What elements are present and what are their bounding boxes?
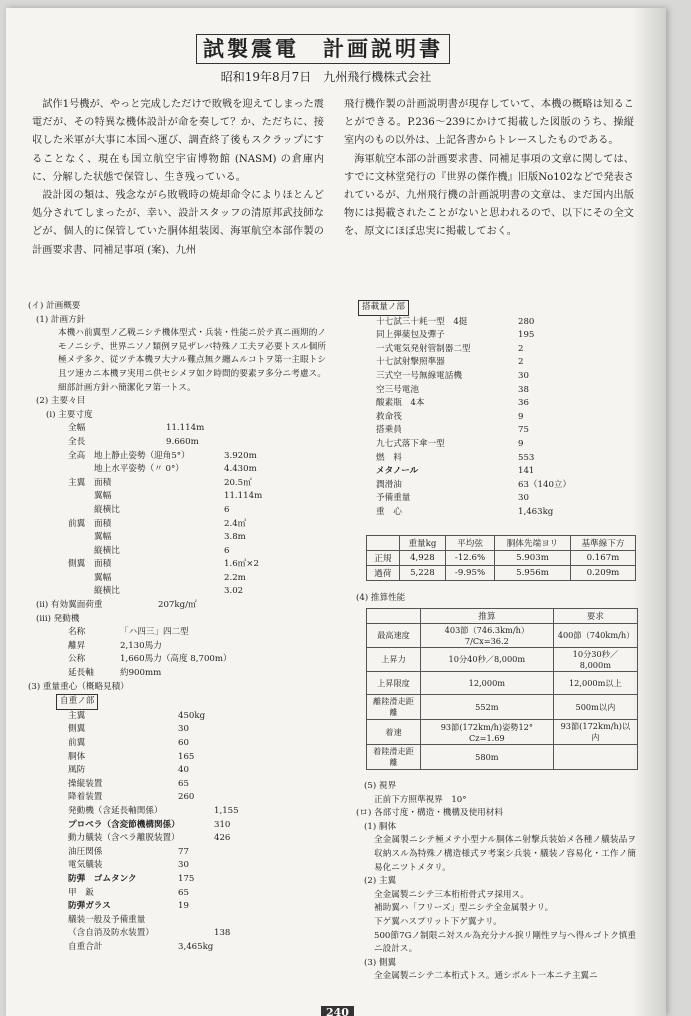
engine-value: 2,130馬力 [120, 640, 162, 651]
dimension-sub: 面積 [94, 518, 112, 529]
engine-row [28, 667, 326, 681]
weight-table-cell: 4,928 [399, 551, 445, 566]
perf-table-cell: 400節（740km/h） [553, 624, 637, 648]
section-heading: (イ) 計画概要 [28, 301, 81, 311]
load-value: 2 [518, 343, 524, 354]
dimension-row [28, 545, 326, 559]
perf-table-cell: 上昇力 [367, 648, 421, 672]
perf-table-row [367, 720, 638, 745]
body-text: 下ゲ翼ハスプリット下ゲ翼ナリ。 [374, 916, 502, 927]
load-item: 三式空一号無線電話機 [376, 370, 462, 381]
perf-table-cell: 離陸滑走距離 [367, 695, 421, 720]
weight-table-cell: -9.95% [445, 566, 494, 581]
dimension-item: 全幅 [68, 423, 86, 434]
engine-item: 公称 [68, 654, 86, 665]
self-weight-list [28, 710, 326, 955]
dimension-list [28, 422, 326, 599]
engine-value: 「ハ四三」四二型 [120, 627, 189, 638]
dimension-row [28, 531, 326, 545]
engine-item: 名称 [68, 627, 86, 638]
weight-value: 426 [214, 833, 231, 844]
perf-heading: (4) 推算性能 [356, 593, 406, 603]
weight-table-cell: 5.956m [495, 566, 571, 581]
weight-value: 19 [178, 901, 189, 912]
load-item: 空三号電池 [376, 384, 419, 395]
perf-table-cell: 93節(172km/h)姿勢12° Cz=1.69 [420, 720, 553, 745]
load-item: 同上弾薬包及彈子 [376, 330, 445, 341]
structure-text [356, 780, 636, 984]
weight-table-head-cell: 胴体先端ヨリ [495, 536, 571, 551]
section-heading: (3) 重量重心（概略見積） [28, 681, 129, 692]
load-row [358, 370, 646, 384]
weight-row [28, 791, 326, 805]
section-heading: (5) 視界 [364, 781, 397, 791]
weight-row [28, 710, 326, 724]
weight-item: 側翼 [68, 724, 86, 735]
weight-table-head-cell: 重量kg [399, 536, 445, 551]
load-value: 9 [518, 411, 524, 422]
engine-value: 1,660馬力（高度 8,700m） [120, 654, 232, 665]
weight-item: プロペラ（含変節機構関係） [68, 819, 180, 830]
load-value: 75 [518, 425, 529, 436]
dimension-row [28, 504, 326, 518]
dimension-sub: 面積 [94, 477, 112, 488]
engine-row [28, 626, 326, 640]
perf-table-head-cell [367, 609, 421, 624]
dimension-sub: 地上水平姿勢（〃 0°） [94, 464, 184, 475]
section-heading: (3) 側翼 [364, 957, 397, 968]
load-row [358, 492, 646, 506]
dimension-value: 6 [224, 504, 230, 515]
load-value: 30 [518, 493, 529, 504]
weight-row [28, 723, 326, 737]
perf-table-head-cell: 推算 [420, 609, 553, 624]
engine-row [28, 640, 326, 654]
weight-item: 発動機（含延長軸関係） [68, 805, 163, 816]
section-heading: (2) 主翼 [364, 876, 397, 887]
perf-table-cell: 着陸滑走距離 [367, 745, 421, 770]
intro-paragraph: 試作1号機が、やっと完成しただけで敗戦を迎えてしまった震電だが、その特異な機体設計が命を奏して？か、ただちに、接収した米軍が大事に本国へ運び、調査終了後もスクラップにすることなく、現在も国立航空宇宙博物館 (NASM) の倉庫内に、分解した状態で保管し、生き残っている。 [32, 99, 324, 183]
body-text: 全金属製ニシテ極メテ小型ナル胴体ニ射撃兵装始メ各種ノ艤装品ヲ収納スル為特殊ノ構造様式ヲ考案シ兵装・艤装ノ容易化・工作ノ簡易化ニツトメタリ。 [374, 835, 636, 873]
weight-row [28, 900, 326, 914]
dimension-item: 全長 [68, 436, 86, 447]
dimension-value: 3.02 [224, 586, 244, 597]
weight-item: 動力艤装（含ペラ離脱装置） [68, 833, 180, 844]
dimension-value: 11.114m [166, 423, 205, 434]
weight-value: 65 [178, 778, 189, 789]
engine-value: 約900mm [120, 668, 162, 679]
intro-left-column [32, 96, 324, 260]
engine-item: 離昇 [68, 640, 86, 651]
section-heading: (1) 胴体 [364, 821, 397, 832]
weight-table-head-cell: 平均弦 [445, 536, 494, 551]
perf-table-row [367, 745, 638, 770]
dimension-row [28, 450, 326, 464]
weight-value: 450kg [178, 710, 206, 721]
dimension-value: 1.6㎡×2 [224, 559, 259, 570]
load-item: 予備重量 [376, 493, 411, 504]
load-item: 潤滑油 [376, 479, 402, 490]
load-item: 酸素瓶 4本 [376, 398, 425, 409]
weight-row [28, 887, 326, 901]
dimension-sub: 縦横比 [94, 504, 120, 515]
dimension-value: 9.660m [166, 436, 199, 447]
weight-item: 主翼 [68, 710, 86, 721]
weight-value: 40 [178, 765, 189, 776]
weight-value: 30 [178, 860, 189, 871]
load-item: 搭乗員 [376, 425, 402, 436]
dimension-item: 前翼 [68, 518, 86, 529]
perf-table-row [367, 695, 638, 720]
weight-row [28, 832, 326, 846]
weight-row [28, 805, 326, 819]
page-title: 試製震電 計画説明書 [196, 34, 450, 64]
weight-row [28, 927, 326, 941]
weight-row [28, 737, 326, 751]
perf-table-row [367, 648, 638, 672]
weight-value: 175 [178, 873, 195, 884]
weight-item: 自重合計 [68, 941, 103, 952]
perf-table-cell: 500m以内 [553, 695, 637, 720]
load-value: 1,463kg [518, 506, 554, 517]
load-value: 141 [518, 466, 535, 477]
load-value: 38 [518, 384, 529, 395]
load-list [358, 316, 646, 520]
load-row [358, 411, 646, 425]
intro-paragraph: 飛行機作製の計画説明書が現存していて、本機の概略は知ることができる。P.236～239にかけて掲載した図版のうち、操縦室内のもの以外は、上記各書からトレースしたものである。 [344, 99, 634, 147]
dimension-value: 2.4㎡ [224, 518, 247, 529]
weight-row [28, 873, 326, 887]
weight-item: 甲 鈑 [68, 887, 94, 898]
dimension-value: 4.430m [224, 464, 257, 475]
load-item: 十七試三十耗一型 4挺 [376, 316, 468, 327]
weight-value: 138 [214, 928, 231, 939]
engine-row [28, 653, 326, 667]
weight-value: 310 [214, 819, 231, 830]
perf-table-cell: 12,000m以上 [553, 672, 637, 695]
weight-item: 艤装一般及予備重量 [68, 914, 146, 925]
weight-table-cell: 0.167m [570, 551, 635, 566]
perf-table-head-cell: 要求 [553, 609, 637, 624]
weight-value: 3,465kg [178, 941, 214, 952]
page-subtitle: 昭和19年8月7日 九州飛行機株式会社 [220, 70, 432, 84]
load-item: 燃 料 [376, 452, 402, 463]
weight-value: 30 [178, 724, 189, 735]
load-value: 9 [518, 438, 524, 449]
load-row [358, 316, 646, 330]
section-heading: (ロ) 各部寸度・構造・機構及使用材料 [356, 808, 503, 819]
dimension-sub: 縦横比 [94, 586, 120, 597]
load-row [358, 397, 646, 411]
perf-table-header [367, 609, 638, 624]
engine-item: 延長軸 [68, 668, 94, 679]
dimension-sub: 翼幅 [94, 572, 112, 583]
weight-table-cell: 過荷 [367, 566, 400, 581]
weight-value: 77 [178, 846, 189, 857]
dimension-row [28, 477, 326, 491]
dimension-value: 11.114m [224, 491, 263, 502]
dimension-row [28, 436, 326, 450]
dimension-sub: 翼幅 [94, 532, 112, 543]
weight-table-row [367, 566, 636, 581]
section-heading: (iii) 発動機 [36, 613, 80, 624]
perf-table-cell [553, 745, 637, 770]
weight-table-cell: 5,228 [399, 566, 445, 581]
load-row [358, 343, 646, 357]
dimension-row [28, 572, 326, 586]
weight-value: 60 [178, 738, 189, 748]
weight-row [28, 846, 326, 860]
dimension-item: 側翼 [68, 559, 86, 570]
load-item: メタノール [376, 466, 419, 477]
intro-right-column [344, 96, 634, 242]
dimension-sub: 地上静止姿勢（迎角5°） [94, 450, 190, 461]
weight-item: 前翼 [68, 738, 86, 748]
perf-table-cell: 403節（746.3km/h） 7/Cx=36.2 [420, 624, 553, 648]
dimension-item: 全高 [68, 450, 86, 461]
weight-row [28, 914, 326, 928]
load-row [358, 424, 646, 438]
load-value: 280 [518, 316, 535, 327]
load-row [358, 356, 646, 370]
dimension-value: 3.920m [224, 450, 257, 461]
dimension-row [28, 558, 326, 572]
load-row [358, 329, 646, 343]
weight-row [28, 941, 326, 955]
intro-paragraph: 設計図の類は、残念ながら敗戦時の焼却命令によりほとんど処分されてしまったが、幸い、設計スタッフの清原邦武技師などが、個人的に保管していた胴体組装図、海軍航空本部作製の計画要求書、同補足事項 (案)、九州 [32, 190, 324, 256]
self-weight-label: 自重ノ部 [56, 694, 98, 710]
weight-table-cell: 0.209m [570, 566, 635, 581]
body-text: 全金属製ニシテ三本桁桁骨式ヲ採用ス。 [374, 889, 529, 900]
dimension-row [28, 518, 326, 532]
intro-paragraph: 海軍航空本部の計画要求書、同補足事項の文章に関しては、すでに文林堂発行の『世界の傑作機』旧版No102などで発表されているが、九州飛行機の計画説明書の文章は、まだ国内出版物には掲載されたことがないと思われるので、以下にその全文を、原文にほぼ忠実に掲載しておく。 [344, 153, 634, 238]
section-heading: (i) 主要寸度 [46, 409, 93, 420]
dimension-value: 20.5㎡ [224, 477, 252, 488]
body-text: 全金属製ニシテ二本桁式トス。通シボルト一本ニテ主翼ニ [374, 971, 598, 982]
weight-table-cell: 5.903m [495, 551, 571, 566]
left-spec-column [28, 300, 326, 955]
weight-item: 胴体 [68, 751, 86, 762]
dimension-row [28, 463, 326, 477]
dimension-value: 3.8m [224, 532, 246, 543]
policy-text: 本機ハ前翼型ノ乙戦ニシテ機体型式・兵装・性能ニ於テ真ニ画期的ノモノニシテ、世界ニソノ類例ヲ見ザレバ特殊ノ工夫ヲ必要トスル個所極メテ多ク、従ツテ本機ヲ大ナル難点無ク纏ムルコトヲ第一主眼トシ且ツ速カニ本機ヲ実用ニ供セシメヲ如ク時間的要素ヲ多分ニ考慮ス。細部計画方針ハ簡潔化ヲ第一トス。 [58, 328, 326, 393]
weight-item: （含自消及防水装置） [68, 928, 154, 939]
weight-item: 油圧関係 [68, 846, 103, 857]
load-item: 九七式落下傘一型 [376, 438, 445, 449]
weight-value: 1,155 [214, 805, 239, 816]
load-value: 63（140立） [518, 479, 572, 490]
weight-value: 165 [178, 751, 195, 762]
dimension-sub: 縦横比 [94, 545, 120, 556]
load-row [358, 438, 646, 452]
load-label: 搭載量ノ部 [358, 300, 409, 316]
body-text: 正前下方照準視界 10° [374, 794, 467, 805]
section-heading: (1) 計画方針 [36, 314, 86, 325]
body-text: 補助翼ハ「フリーズ」型ニシテ全金属製ナリ。 [374, 903, 554, 914]
load-item: 一式電気発射管制器二型 [376, 343, 471, 354]
perf-table-cell: 552m [420, 695, 553, 720]
load-row [358, 479, 646, 493]
weight-item: 降着装置 [68, 792, 103, 803]
weight-item: 風防 [68, 765, 86, 776]
perf-table-cell: 12,000m [420, 672, 553, 695]
perf-table-row [367, 624, 638, 648]
perf-table-cell: 93節(172km/h)以内 [553, 720, 637, 745]
weight-item: 操縦装置 [68, 778, 103, 789]
perf-table-cell: 最高速度 [367, 624, 421, 648]
dimension-row [28, 585, 326, 599]
perf-table-cell: 上昇限度 [367, 672, 421, 695]
wingload-row: (ii) 有効翼面荷重 207kg/㎡ [36, 600, 197, 611]
dimension-row [28, 422, 326, 436]
load-value: 36 [518, 398, 529, 409]
engine-list [28, 626, 326, 680]
dimension-item: 主翼 [68, 477, 86, 488]
weight-row [28, 819, 326, 833]
weight-item: 電気艤装 [68, 860, 103, 871]
perf-table-cell: 10分30秒／8,000m [553, 648, 637, 672]
weight-value: 260 [178, 792, 195, 803]
weight-table-row [367, 551, 636, 566]
load-row [358, 452, 646, 466]
dimension-value: 6 [224, 545, 230, 556]
weight-row [28, 764, 326, 778]
weight-table-cell: 正規 [367, 551, 400, 566]
weight-row [28, 859, 326, 873]
load-item: 救命筏 [376, 411, 402, 422]
perf-table-cell: 10分40秒／8,000m [420, 648, 553, 672]
weight-row [28, 778, 326, 792]
dimension-row [28, 490, 326, 504]
document-page [6, 8, 666, 1016]
perf-table-cell: 580m [420, 745, 553, 770]
weight-table-cell: -12.6% [445, 551, 494, 566]
weight-cg-table [366, 535, 636, 581]
performance-table [366, 608, 638, 770]
dimension-sub: 面積 [94, 559, 112, 570]
load-value: 2 [518, 357, 524, 368]
load-item: 十七試射撃照準器 [376, 357, 445, 368]
load-value: 553 [518, 452, 535, 463]
dimension-sub: 翼幅 [94, 491, 112, 502]
load-row [358, 465, 646, 479]
load-value: 195 [518, 330, 535, 341]
weight-table-header [367, 536, 636, 551]
perf-table-row [367, 672, 638, 695]
load-value: 30 [518, 370, 529, 381]
weight-item: 防弾 ゴムタンク [68, 873, 137, 884]
weight-table-head-cell: 基準線下方 [570, 536, 635, 551]
dimension-value: 2.2m [224, 572, 246, 583]
perf-table-cell: 着速 [367, 720, 421, 745]
section-heading: (2) 主要々目 [36, 396, 86, 407]
load-item: 重 心 [376, 506, 402, 517]
weight-item: 防弾ガラス [68, 901, 111, 912]
page-number: 240 [321, 1006, 354, 1016]
right-spec-column [358, 300, 646, 520]
weight-row [28, 751, 326, 765]
load-row [358, 506, 646, 520]
weight-value: 65 [178, 887, 189, 898]
weight-table-head-cell [367, 536, 400, 551]
body-text: 500節7Gノ制限ニ対スル為充分ナル捩リ剛性ヲ与ヘ得ルゴトク慎重ニ設計ス。 [374, 930, 636, 955]
load-row [358, 384, 646, 398]
